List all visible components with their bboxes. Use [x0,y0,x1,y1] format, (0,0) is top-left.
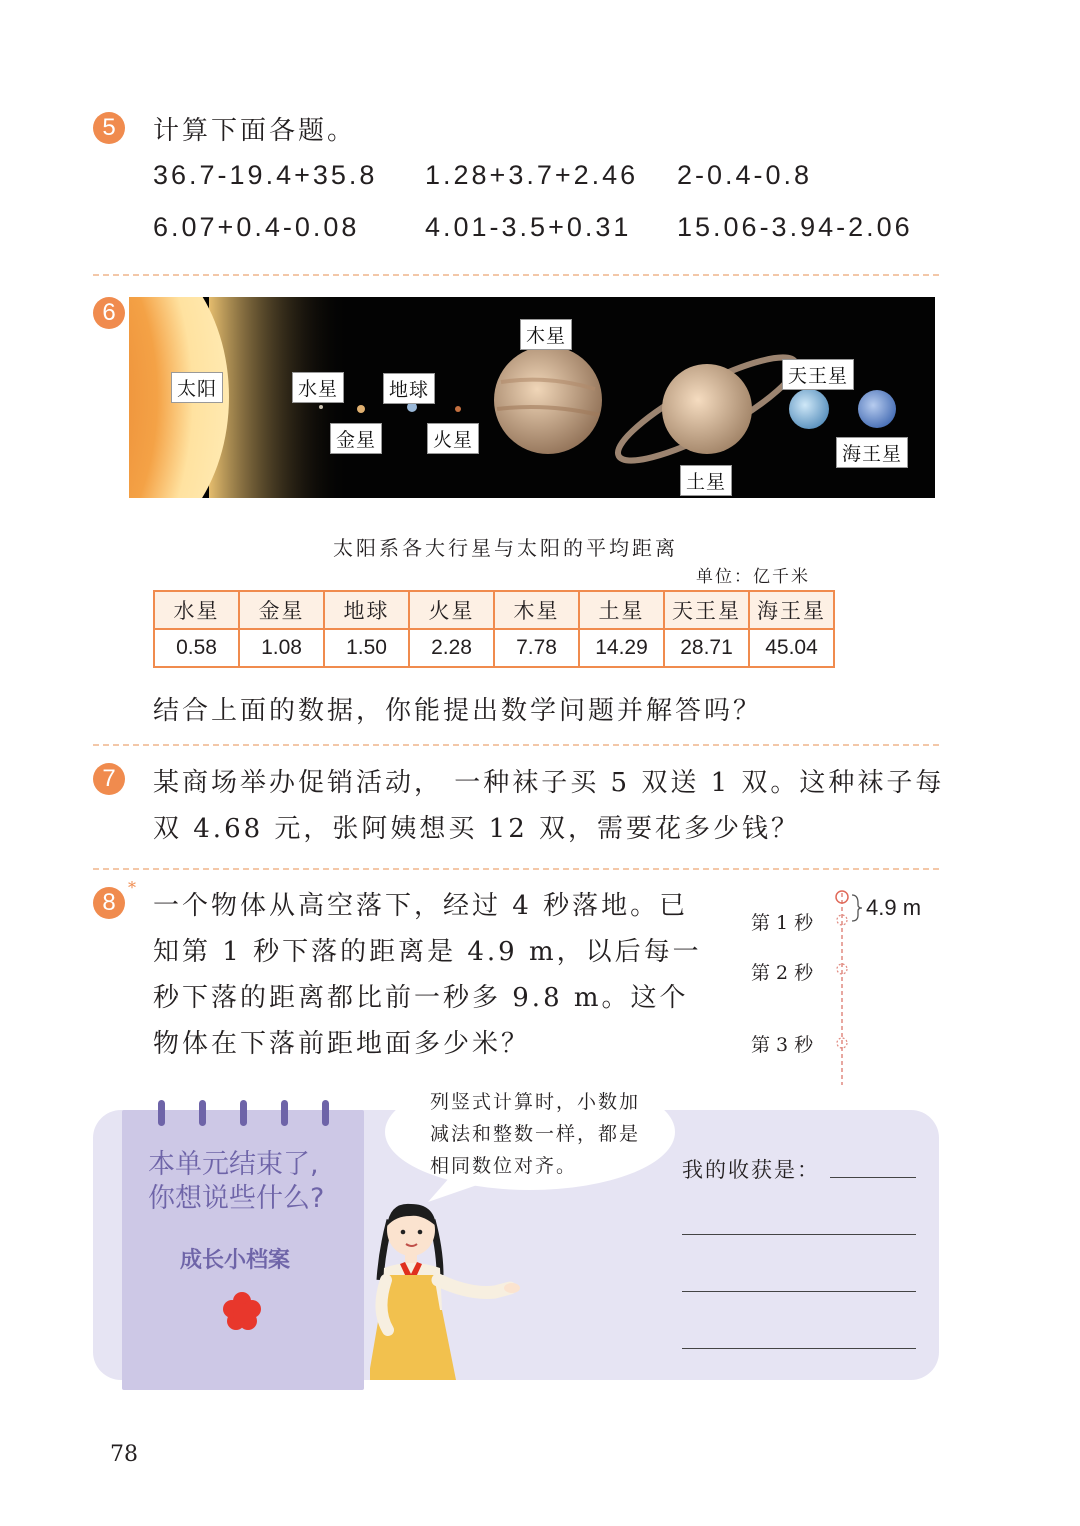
page-number: 78 [110,1442,138,1467]
answer-line [830,1177,916,1178]
mercury [319,405,323,409]
venus [357,405,365,413]
question-5-title: 计算下面各题。 [153,116,357,146]
expression: 36.7-19.4+35.8 [153,160,378,190]
table-header-cell: 天王星 [664,591,749,629]
question-7-line: 双 4.68 元，张阿姨想买 12 双，需要花多少钱？ [153,814,801,844]
note-subtitle: 成长小档案 [180,1248,291,1273]
harvest-label: 我的收获是： [682,1158,820,1182]
answer-line [682,1234,916,1235]
girl-illustration [370,1200,530,1380]
table-cell: 7.78 [494,629,579,667]
answer-line [682,1291,916,1292]
label-saturn: 土星 [680,465,732,496]
binder-ring [199,1100,206,1126]
question-8-star: * [128,878,136,897]
question-8-badge: 8 [93,887,125,919]
question-8-line: 知第 1 秒下落的距离是 4.9 m，以后每一 [153,937,702,967]
divider [93,868,939,870]
table-cell: 45.04 [749,629,834,667]
bubble-line: 列竖式计算时，小数加 [430,1091,641,1113]
table-cell: 14.29 [579,629,664,667]
label-jupiter: 木星 [520,319,572,350]
divider [93,274,939,276]
diagram-second-1: 第 1 秒 [751,912,814,934]
table-cell: 0.58 [154,629,239,667]
question-8-line: 物体在下落前距地面多少米？ [153,1029,531,1059]
table-header-row [154,591,834,629]
table-header-cell: 地球 [324,591,409,629]
question-7-badge: 7 [93,763,125,795]
uranus [789,389,829,429]
brace-icon [852,895,862,921]
neptune [858,390,896,428]
note-title: 你想说些什么? [148,1183,325,1214]
question-8-line: 秒下落的距离都比前一秒多 9.8 m。这个 [153,983,689,1013]
table-value-row [154,629,834,667]
binder-ring [158,1100,165,1126]
answer-line [682,1348,916,1349]
binder-ring [240,1100,247,1126]
binder-ring [281,1100,288,1126]
table-header-cell: 火星 [409,591,494,629]
table-header-cell: 土星 [579,591,664,629]
note-title: 本单元结束了, [148,1149,319,1180]
label-mercury: 水星 [292,372,344,403]
saturn [662,364,752,454]
binder-ring [322,1100,329,1126]
question-7-line: 某商场举办促销活动， 一种袜子买 5 双送 1 双。这种袜子每 [153,768,945,798]
label-earth: 地球 [383,373,435,404]
table-cell: 1.08 [239,629,324,667]
label-neptune: 海王星 [836,437,908,468]
label-venus: 金星 [330,423,382,454]
flower-icon [220,1290,264,1334]
question-8-line: 一个物体从高空落下，经过 4 秒落地。已 [153,891,689,921]
expression: 15.06-3.94-2.06 [677,212,913,242]
bubble-line: 减法和整数一样，都是 [430,1123,641,1145]
divider [93,744,939,746]
table-header-cell: 木星 [494,591,579,629]
table-title: 太阳系各大行星与太阳的平均距离 [333,536,678,560]
table-cell: 2.28 [409,629,494,667]
mars [455,406,461,412]
diagram-second-2: 第 2 秒 [751,962,814,984]
expression: 2-0.4-0.8 [677,160,813,190]
solar-system-illustration [129,297,935,498]
table-unit: 单位：亿千米 [696,567,810,587]
bubble-line: 相同数位对齐。 [430,1155,578,1177]
diagram-distance: 4.9 m [866,895,922,920]
table-header-cell: 海王星 [749,591,834,629]
expression: 6.07+0.4-0.08 [153,212,360,242]
table-cell: 1.50 [324,629,409,667]
jupiter [494,346,602,454]
label-sun: 太阳 [171,372,223,403]
label-uranus: 天王星 [782,359,854,390]
expression: 1.28+3.7+2.46 [425,160,639,190]
diagram-second-3: 第 3 秒 [751,1034,814,1056]
question-6-prompt: 结合上面的数据，你能提出数学问题并解答吗？ [153,696,763,726]
table-header-cell: 水星 [154,591,239,629]
question-5-badge: 5 [93,112,125,144]
table-cell: 28.71 [664,629,749,667]
label-mars: 火星 [427,423,479,454]
question-6-badge: 6 [93,297,125,329]
distance-table [153,590,835,668]
expression: 4.01-3.5+0.31 [425,212,632,242]
table-header-cell: 金星 [239,591,324,629]
